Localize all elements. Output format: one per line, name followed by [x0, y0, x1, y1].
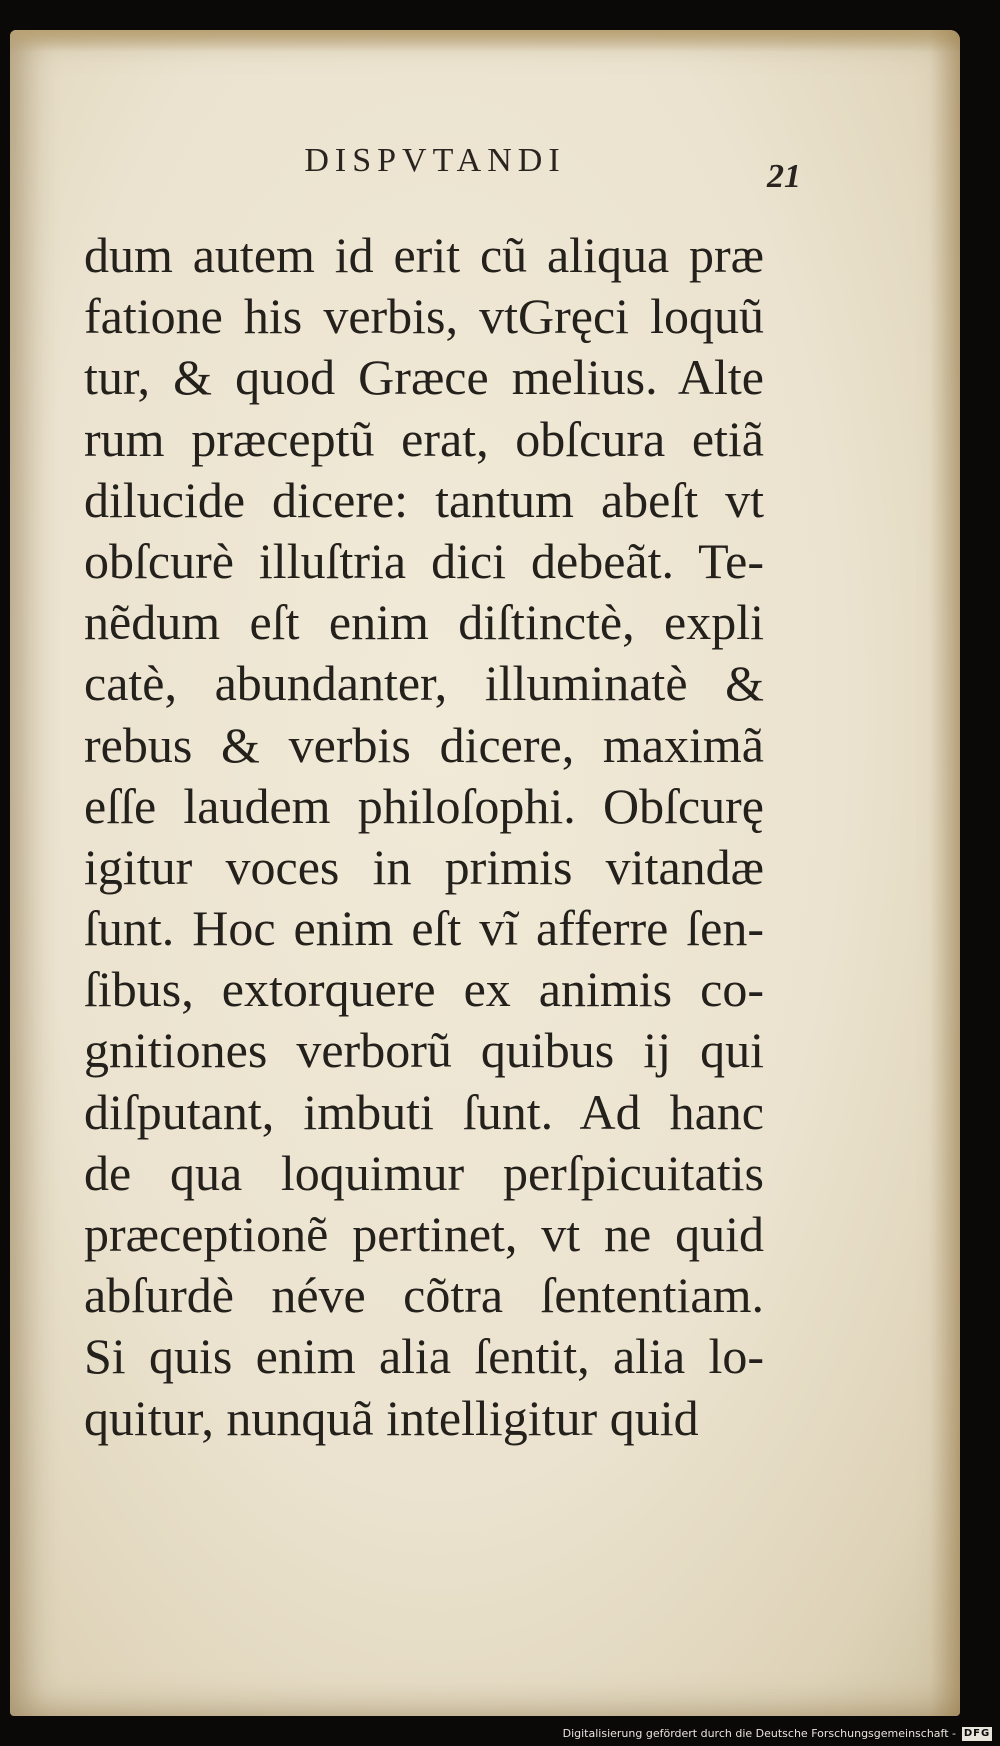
body-text	[84, 225, 764, 1449]
text-line: diſputant, imbuti ſunt. Ad hanc	[84, 1083, 764, 1140]
text-line: rum præceptũ erat, obſcura etiã	[84, 410, 764, 467]
text-line: præceptionẽ pertinet, vt ne quid	[84, 1206, 764, 1262]
text-line: Si quis enim alia ſentit, alia lo-	[84, 1328, 764, 1385]
dfg-logo: DFG	[963, 1728, 991, 1739]
text-line: rebus & verbis dicere, maximã	[84, 716, 764, 773]
text-line: dum autem id erit cũ aliqua præ	[84, 227, 764, 283]
text-line: catè, abundanter, illuminatè &	[84, 655, 764, 712]
digitization-credit: Digitalisierung gefördert durch die Deutsche Forschungsgemeinschaft -	[562, 1727, 956, 1740]
running-head: DISPVTANDI	[304, 142, 566, 179]
page-number: 21	[767, 158, 801, 195]
text-line: abſurdè néve cõtra ſententiam.	[84, 1267, 764, 1324]
text-line: quitur, nunquã intelligitur quid	[84, 1389, 699, 1446]
text-line: nẽdum eſt enim diſtinctè, expli	[84, 594, 764, 651]
text-line: tur, & quod Græce melius. Alte	[84, 349, 764, 406]
book-page	[10, 30, 960, 1716]
text-line: igitur voces in primis vitandæ	[84, 838, 764, 895]
text-line: obſcurè illuſtria dici debeãt. Te-	[84, 532, 764, 589]
text-line: ſibus, extorquere ex animis co-	[84, 961, 764, 1018]
text-line: fatione his verbis, vtGręci loquũ	[84, 288, 764, 345]
text-line: eſſe laudem philoſophi. Obſcurę	[84, 777, 764, 834]
text-line: de qua loquimur perſpicuitatis	[84, 1144, 764, 1201]
text-line: dilucide dicere: tantum abeſt vt	[84, 471, 764, 528]
text-line: ſunt. Hoc enim eſt vĩ afferre ſen-	[84, 900, 764, 957]
text-line: gnitiones verborũ quibus ij qui	[84, 1022, 764, 1079]
